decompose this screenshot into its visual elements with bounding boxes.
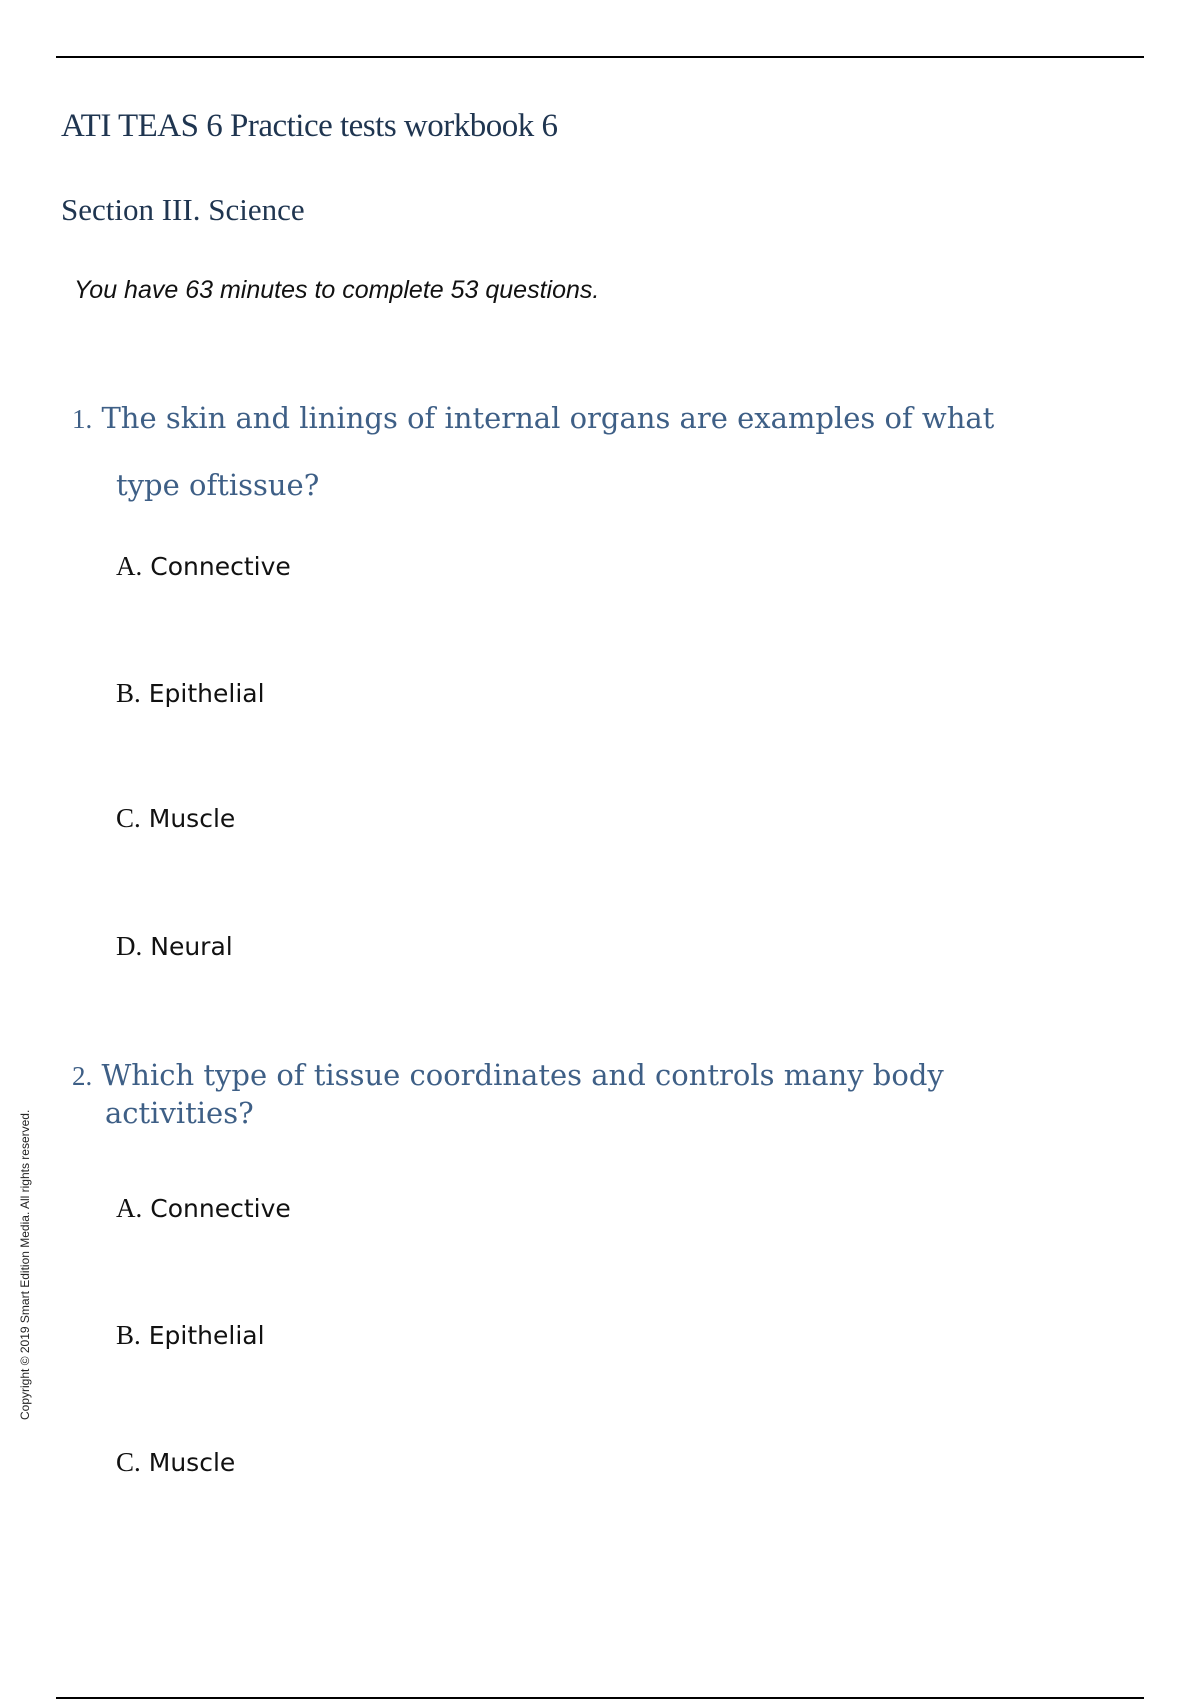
question-2-option-c[interactable] — [116, 1447, 235, 1478]
question-1-option-d[interactable] — [116, 931, 233, 962]
option-letter: C. — [116, 803, 141, 833]
question-1-line-2: type oftissue? — [116, 468, 320, 502]
top-rule — [56, 56, 1144, 58]
option-letter: A. — [116, 551, 143, 581]
option-text: Connective — [150, 1194, 291, 1223]
option-letter: D. — [116, 931, 143, 961]
question-1-number: 1. — [72, 404, 93, 434]
question-2-line-1 — [72, 1058, 944, 1092]
option-text: Neural — [150, 932, 233, 961]
section-title: Section III. Science — [61, 192, 305, 227]
option-text: Muscle — [148, 1448, 236, 1477]
copyright-notice: Copyright © 2019 Smart Edition Media. All rights reserved. — [18, 1109, 32, 1420]
option-text: Connective — [150, 552, 291, 581]
question-2-text: Which type of tissue coordinates and controls many body — [101, 1058, 944, 1092]
option-letter: B. — [116, 678, 141, 708]
option-text: Epithelial — [148, 679, 265, 708]
question-2-number: 2. — [72, 1061, 93, 1091]
question-2-option-a[interactable] — [116, 1193, 291, 1224]
question-2-option-b[interactable] — [116, 1320, 265, 1351]
bottom-rule — [56, 1697, 1144, 1699]
question-2-line-2: activities? — [105, 1096, 254, 1130]
option-letter: B. — [116, 1320, 141, 1350]
option-text: Epithelial — [148, 1321, 265, 1350]
question-1-option-a[interactable] — [116, 551, 291, 582]
question-1-option-c[interactable] — [116, 803, 235, 834]
question-1-option-b[interactable] — [116, 678, 265, 709]
document-title: ATI TEAS 6 Practice tests workbook 6 — [61, 108, 558, 144]
option-letter: C. — [116, 1447, 141, 1477]
question-1-line-1 — [72, 401, 995, 435]
option-letter: A. — [116, 1193, 143, 1223]
option-text: Muscle — [148, 804, 236, 833]
question-1-text: The skin and linings of internal organs are examples of what — [101, 401, 995, 435]
instructions-text: You have 63 minutes to complete 53 questions. — [74, 276, 600, 304]
